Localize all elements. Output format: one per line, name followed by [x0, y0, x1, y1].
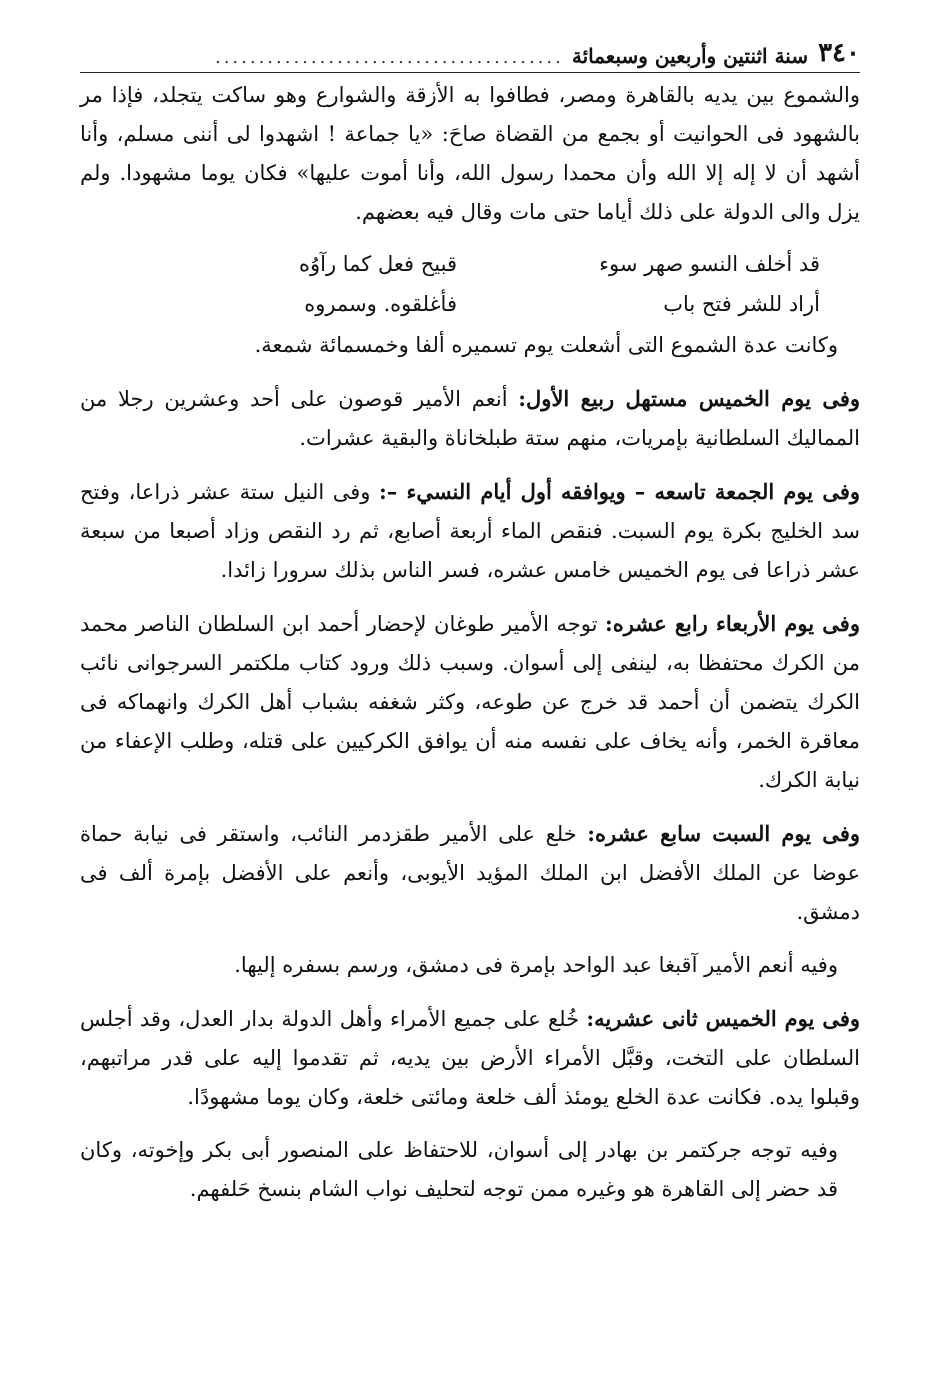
- entry-text: توجه الأمير طوغان لإحضار أحمد ابن السلطان الناصر محمد من الكرك محتفظا به، لينفى إلى أسوان. وسبب ذلك ورود كتاب ملكتمر السرجوانى نائب الكرك يتضمن أن أحمد قد خرج عن طوعه، وكثر شغفه بشباب أهل الكرك وانهماكه فى معاقرة الخمر، وأنه يخاف على نفسه منه أن يوافق الكركيين على قتله، وطلب الإعفاء من نيابة الكرك.: [80, 612, 860, 792]
- paragraph-aqbugha: وفيه أنعم الأمير آقبغا عبد الواحد بإمرة فى دمشق، ورسم بسفره إليها.: [234, 953, 838, 977]
- page-number: ٣٤٠: [818, 38, 860, 68]
- entry-text: أنعم الأمير قوصون على أحد وعشرين رجلا من المماليك السلطانية بإمريات، منهم ستة طبلخاناة والبقية عشرات.: [80, 387, 860, 450]
- entry-friday-ninth: [80, 472, 860, 590]
- hemistich-first: قد أخلف النسو صهر سوء: [599, 252, 820, 276]
- entry-date-heading: وفى يوم السبت سابع عشره:: [587, 821, 860, 846]
- paragraph-opening: والشموع بين يديه بالقاهرة ومصر، فطافوا به الأزقة والشوارع وهو ساكت يتجلد، فإذا مر بالشهود فى الحوانيت أو بجمع من القضاة صاحَ: «يا جماعة ! اشهدوا لى أننى مسلم، وأنا أشهد أن لا إله إلا الله وأن محمدا رسول الله، وأنا أموت عليها» فكان يوما مشهودا. ولم يزل والى الدولة على ذلك أياما حتى مات وقال فيه بعضهم.: [80, 83, 860, 224]
- entry-date-heading: وفى يوم الخميس ثانى عشريه:: [586, 1006, 861, 1031]
- poem-verse: [80, 244, 860, 284]
- entry-text: خلع على الأمير طقزدمر النائب، واستقر فى نيابة حماة عوضا عن الملك الأفضل ابن الملك المؤيد الأيوبى، وأنعم على الأفضل بإمرة ألف فى دمشق.: [80, 822, 860, 924]
- entry-date-heading: وفى يوم الأربعاء رابع عشره:: [605, 611, 860, 636]
- entry-date-heading: وفى يوم الخميس مستهل ربيع الأول:: [518, 386, 861, 411]
- entry-text: وفى النيل ستة عشر ذراعا، وفتح سد الخليج بكرة يوم السبت. فنقص الماء أربعة أصابع، ثم رد النقص وزاد أصبعا من سبعة عشر ذراعا فى يوم الخميس خامس عشره، فسر الناس بذلك سرورا زائدا.: [80, 480, 860, 582]
- hemistich-first: أراد للشر فتح باب: [663, 292, 820, 316]
- hemistich-second: قبيح فعل كما رآوُه: [298, 252, 457, 276]
- entry-text: خُلع على جميع الأمراء وأهل الدولة بدار العدل، وقد أجلس السلطان على التخت، وقبَّل الأمراء الأرض بين يديه، ثم تقدموا إليه على قدر مراتبهم، وقبلوا يده. فكانت عدة الخلع يومئذ ألف خلعة ومائتى خلعة، وكان يوما مشهودًا.: [80, 1007, 860, 1109]
- paragraph-jarkatmur: وفيه توجه جركتمر بن بهادر إلى أسوان، للاحتفاظ على المنصور أبى بكر وإخوته، وكان قد حضر إلى القاهرة هو وغيره ممن توجه لتحليف نواب الشام بنسخ حَلفهم.: [80, 1138, 838, 1201]
- poem-verse: [80, 284, 860, 324]
- page-body: [80, 76, 860, 1223]
- page-header: [80, 28, 860, 73]
- paragraph-candles: وكانت عدة الشموع التى أشعلت يوم تسميره ألفا وخمسمائة شمعة.: [254, 333, 838, 357]
- dot-leader: ........................................: [214, 47, 564, 68]
- entry-date-heading: وفى يوم الجمعة تاسعه – ويوافقه أول أيام النسيء –:: [379, 479, 861, 504]
- entry-wednesday-fourteenth: [80, 604, 860, 800]
- entry-thursday-twentysecond: [80, 999, 860, 1117]
- entry-saturday-seventeenth: [80, 814, 860, 932]
- poem: [80, 244, 860, 324]
- running-title: سنة اثنتين وأربعين وسبعمائة: [571, 44, 809, 68]
- entry-rabi-awwal: [80, 379, 860, 458]
- hemistich-second: فأغلقوه. وسمروه: [304, 292, 457, 316]
